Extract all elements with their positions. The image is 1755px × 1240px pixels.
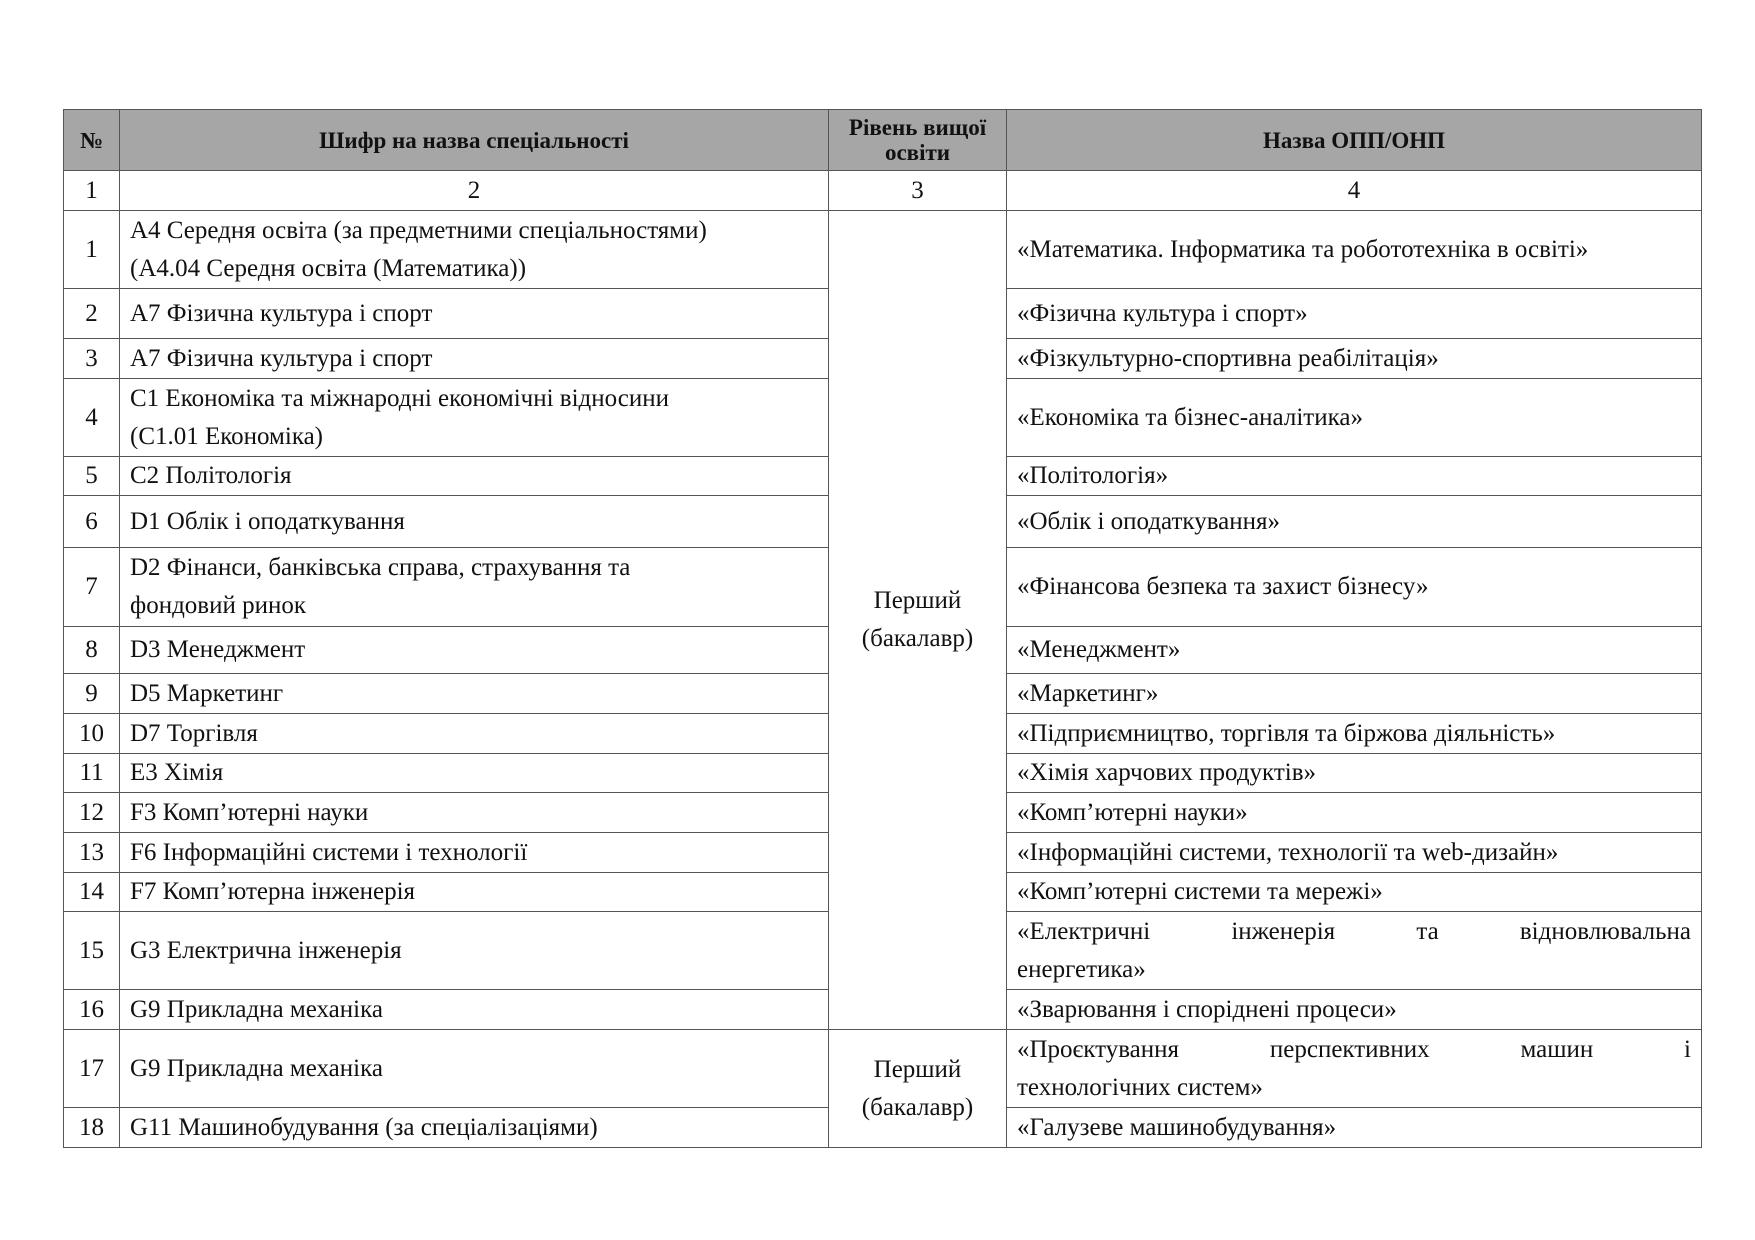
row-number: 7 [64,548,120,627]
specialty-line: D2 Фінанси, банківська справа, страхування та [130,554,631,581]
row-number: 9 [64,674,120,714]
row-number: 4 [64,379,120,457]
table-row [64,1030,1702,1108]
row-number: 13 [64,833,120,873]
program-cell: «Облік і оподаткування» [1007,496,1702,548]
program-cell: «Фізкультурно-спортивна реабілітація» [1007,339,1702,379]
specialty-cell: С2 Політологія [120,457,829,496]
specialty-line: фондовий ринок [130,592,307,619]
row-number: 3 [64,339,120,379]
specialty-cell [120,548,829,627]
specialty-cell: А7 Фізична культура і спорт [120,289,829,339]
specialty-cell: F6 Інформаційні системи і технології [120,833,829,873]
specialty-line: (С1.01 Економіка) [130,422,324,450]
program-cell [1007,1030,1702,1108]
specialty-cell: G9 Прикладна механіка [120,1030,829,1108]
row-number: 2 [64,289,120,339]
row-number: 8 [64,627,120,674]
header-specialty: Шифр на назва спеціальності [120,110,829,171]
specialty-cell: А7 Фізична культура і спорт [120,339,829,379]
row-number: 5 [64,457,120,496]
program-cell: «Зварювання і споріднені процеси» [1007,990,1702,1030]
header-number: № [64,110,120,171]
column-number: 4 [1007,171,1702,211]
program-cell: «Інформаційні системи, технології та web-дизайн» [1007,833,1702,873]
level-label: Перший [873,1055,962,1083]
specialty-cell: D5 Маркетинг [120,674,829,714]
row-number: 14 [64,873,120,912]
program-line: технологічних систем» [1017,1073,1263,1101]
program-cell: «Менеджмент» [1007,627,1702,674]
row-number: 1 [64,211,120,289]
specialty-line: А4 Середня освіта (за предметними спеціальностями) [130,216,707,244]
program-cell: «Комп’ютерні науки» [1007,793,1702,833]
program-cell: «Підприємництво, торгівля та біржова діяльність» [1007,714,1702,754]
program-line: енергетика» [1017,955,1146,983]
level-label: Перший [873,587,962,614]
specialty-cell: F7 Комп’ютерна інженерія [120,873,829,912]
header-row [64,110,1702,171]
row-number: 12 [64,793,120,833]
specialties-table [63,109,1702,1148]
specialty-cell [120,211,829,289]
row-number: 11 [64,754,120,793]
program-cell: «Галузеве машинобудування» [1007,1108,1702,1148]
program-cell: «Математика. Інформатика та робототехніка в освіті» [1007,211,1702,289]
column-number: 1 [64,171,120,211]
row-number: 17 [64,1030,120,1108]
column-number-row [64,171,1702,211]
level-label: (бакалавр) [861,625,974,652]
column-number: 3 [829,171,1007,211]
program-cell: «Хімія харчових продуктів» [1007,754,1702,793]
row-number: 15 [64,912,120,990]
row-number: 10 [64,714,120,754]
row-number: 16 [64,990,120,1030]
program-cell: «Маркетинг» [1007,674,1702,714]
specialty-cell: D1 Облік і оподаткування [120,496,829,548]
program-cell: «Фінансова безпека та захист бізнесу» [1007,548,1702,627]
level-cell [829,1030,1007,1148]
specialty-line: (А4.04 Середня освіта (Математика)) [130,254,527,282]
specialty-cell: D7 Торгівля [120,714,829,754]
header-level: Рівень вищої освіти [829,110,1007,171]
program-cell: «Політологія» [1007,457,1702,496]
specialty-cell: G9 Прикладна механіка [120,990,829,1030]
specialty-cell: D3 Менеджмент [120,627,829,674]
program-line: «Проєктування перспективних машин і [1017,1035,1691,1063]
table-row [64,211,1702,289]
specialty-cell: G3 Електрична інженерія [120,912,829,990]
row-number: 6 [64,496,120,548]
program-cell: «Економіка та бізнес-аналітика» [1007,379,1702,457]
program-cell: «Фізична культура і спорт» [1007,289,1702,339]
row-number: 18 [64,1108,120,1148]
program-line: «Електричні інженерія та відновлювальна [1017,917,1691,945]
specialty-line: С1 Економіка та міжнародні економічні відносини [130,384,670,412]
level-cell [829,211,1007,1030]
level-label: (бакалавр) [861,1093,974,1121]
program-cell: «Комп’ютерні системи та мережі» [1007,873,1702,912]
specialty-cell [120,379,829,457]
header-program: Назва ОПП/ОНП [1007,110,1702,171]
specialty-cell: Е3 Хімія [120,754,829,793]
column-number: 2 [120,171,829,211]
specialty-cell: G11 Машинобудування (за спеціалізаціями) [120,1108,829,1148]
specialty-cell: F3 Комп’ютерні науки [120,793,829,833]
program-cell [1007,912,1702,990]
